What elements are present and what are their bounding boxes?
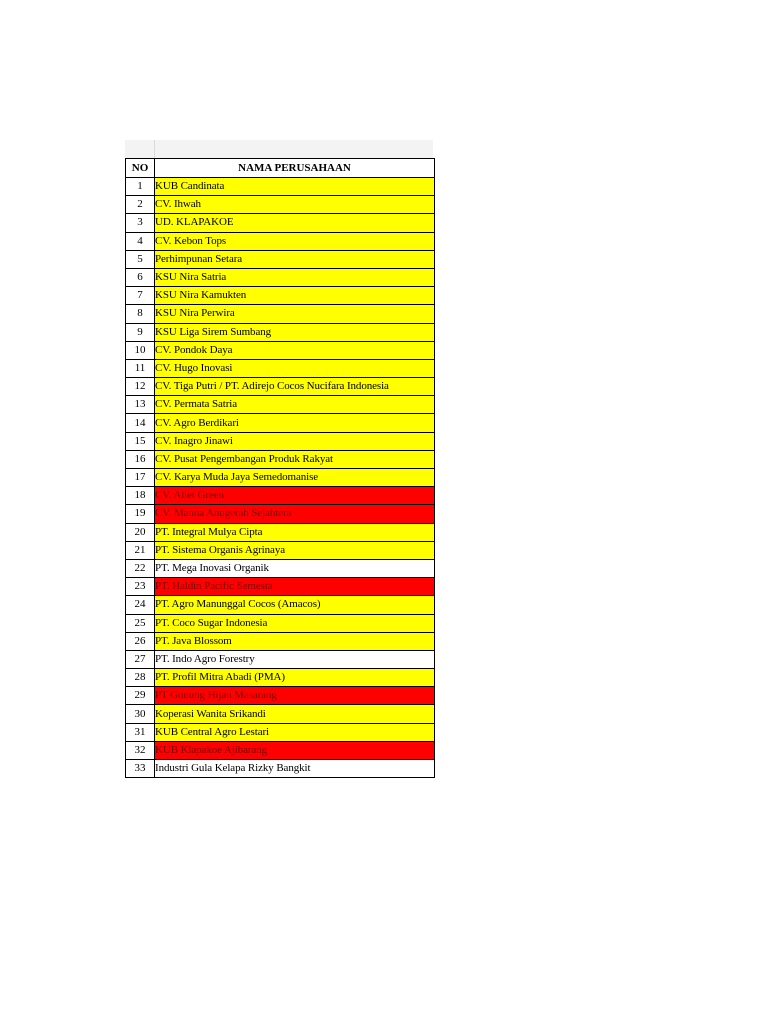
table-row [126,541,435,559]
company-name: CV. Aliet Green [155,487,435,505]
table-row [126,414,435,432]
table-row [126,669,435,687]
table-row [126,487,435,505]
row-number: 1 [126,178,155,196]
row-number: 27 [126,650,155,668]
company-name: PT. Java Blossom [155,632,435,650]
row-number: 25 [126,614,155,632]
company-name: KSU Nira Satria [155,268,435,286]
table-row [126,378,435,396]
company-name: CV. Inagro Jinawi [155,432,435,450]
sheet-header-strip [125,140,433,158]
row-number: 4 [126,232,155,250]
table-row [126,632,435,650]
table-row [126,196,435,214]
company-name: PT Gunung Hijau Masarang [155,687,435,705]
row-number: 28 [126,669,155,687]
table-row [126,341,435,359]
company-name: PT. Integral Mulya Cipta [155,523,435,541]
company-name: CV. Tiga Putri / PT. Adirejo Cocos Nucifara Indonesia [155,378,435,396]
row-number: 3 [126,214,155,232]
row-number: 31 [126,723,155,741]
company-name: CV. Hugo Inovasi [155,359,435,377]
row-number: 8 [126,305,155,323]
company-name: Perhimpunan Setara [155,250,435,268]
table-row [126,523,435,541]
table-row [126,450,435,468]
table-row [126,396,435,414]
company-name: PT. Agro Manunggal Cocos (Amacos) [155,596,435,614]
company-name: UD. KLAPAKOE [155,214,435,232]
company-name: KUB Central Agro Lestari [155,723,435,741]
company-name: CV. Karya Muda Jaya Semedomanise [155,469,435,487]
table-row [126,250,435,268]
company-name: CV. Agro Berdikari [155,414,435,432]
company-name: KUB Klapakoe Ajibarang [155,741,435,759]
table-row [126,705,435,723]
row-number: 10 [126,341,155,359]
table-row [126,323,435,341]
table-row [126,505,435,523]
row-number: 2 [126,196,155,214]
row-number: 17 [126,469,155,487]
company-name: CV. Permata Satria [155,396,435,414]
company-name: KSU Nira Kamukten [155,287,435,305]
row-number: 18 [126,487,155,505]
company-name: PT. Coco Sugar Indonesia [155,614,435,632]
company-name: PT. Profil Mitra Abadi (PMA) [155,669,435,687]
row-number: 23 [126,578,155,596]
row-number: 21 [126,541,155,559]
table-row [126,469,435,487]
table-row [126,687,435,705]
header-company-name: NAMA PERUSAHAAN [155,159,435,178]
company-name: KUB Candinata [155,178,435,196]
company-name: CV. Pondok Daya [155,341,435,359]
table-row [126,596,435,614]
table-row [126,432,435,450]
column-divider [154,140,155,158]
company-name: KSU Nira Perwira [155,305,435,323]
table-row [126,268,435,286]
row-number: 15 [126,432,155,450]
table-body [126,178,435,778]
row-number: 33 [126,760,155,778]
row-number: 24 [126,596,155,614]
table-row [126,214,435,232]
row-number: 9 [126,323,155,341]
row-number: 12 [126,378,155,396]
row-number: 30 [126,705,155,723]
row-number: 7 [126,287,155,305]
row-number: 22 [126,559,155,577]
table-row [126,305,435,323]
table-row [126,760,435,778]
company-name: Koperasi Wanita Srikandi [155,705,435,723]
row-number: 5 [126,250,155,268]
row-number: 11 [126,359,155,377]
row-number: 6 [126,268,155,286]
row-number: 29 [126,687,155,705]
row-number: 20 [126,523,155,541]
company-name: CV. Kebon Tops [155,232,435,250]
table-row [126,614,435,632]
row-number: 13 [126,396,155,414]
company-name: PT. Indo Agro Forestry [155,650,435,668]
table-row [126,178,435,196]
table-row [126,650,435,668]
company-name: PT. Mega Inovasi Organik [155,559,435,577]
company-name: CV. Ihwah [155,196,435,214]
table-row [126,723,435,741]
company-name: CV. Pusat Pengembangan Produk Rakyat [155,450,435,468]
table-row [126,287,435,305]
company-name: PT. Haldin Pacific Semesta [155,578,435,596]
company-table [125,158,435,778]
header-no: NO [126,159,155,178]
table-row [126,559,435,577]
company-name: CV. Manna Anugerah Sejahtera [155,505,435,523]
company-name: Industri Gula Kelapa Rizky Bangkit [155,760,435,778]
table-row [126,232,435,250]
row-number: 26 [126,632,155,650]
table-row [126,741,435,759]
row-number: 14 [126,414,155,432]
table-row [126,359,435,377]
company-name: KSU Liga Sirem Sumbang [155,323,435,341]
row-number: 32 [126,741,155,759]
header-row [126,159,435,178]
row-number: 19 [126,505,155,523]
company-name: PT. Sistema Organis Agrinaya [155,541,435,559]
row-number: 16 [126,450,155,468]
table-row [126,578,435,596]
